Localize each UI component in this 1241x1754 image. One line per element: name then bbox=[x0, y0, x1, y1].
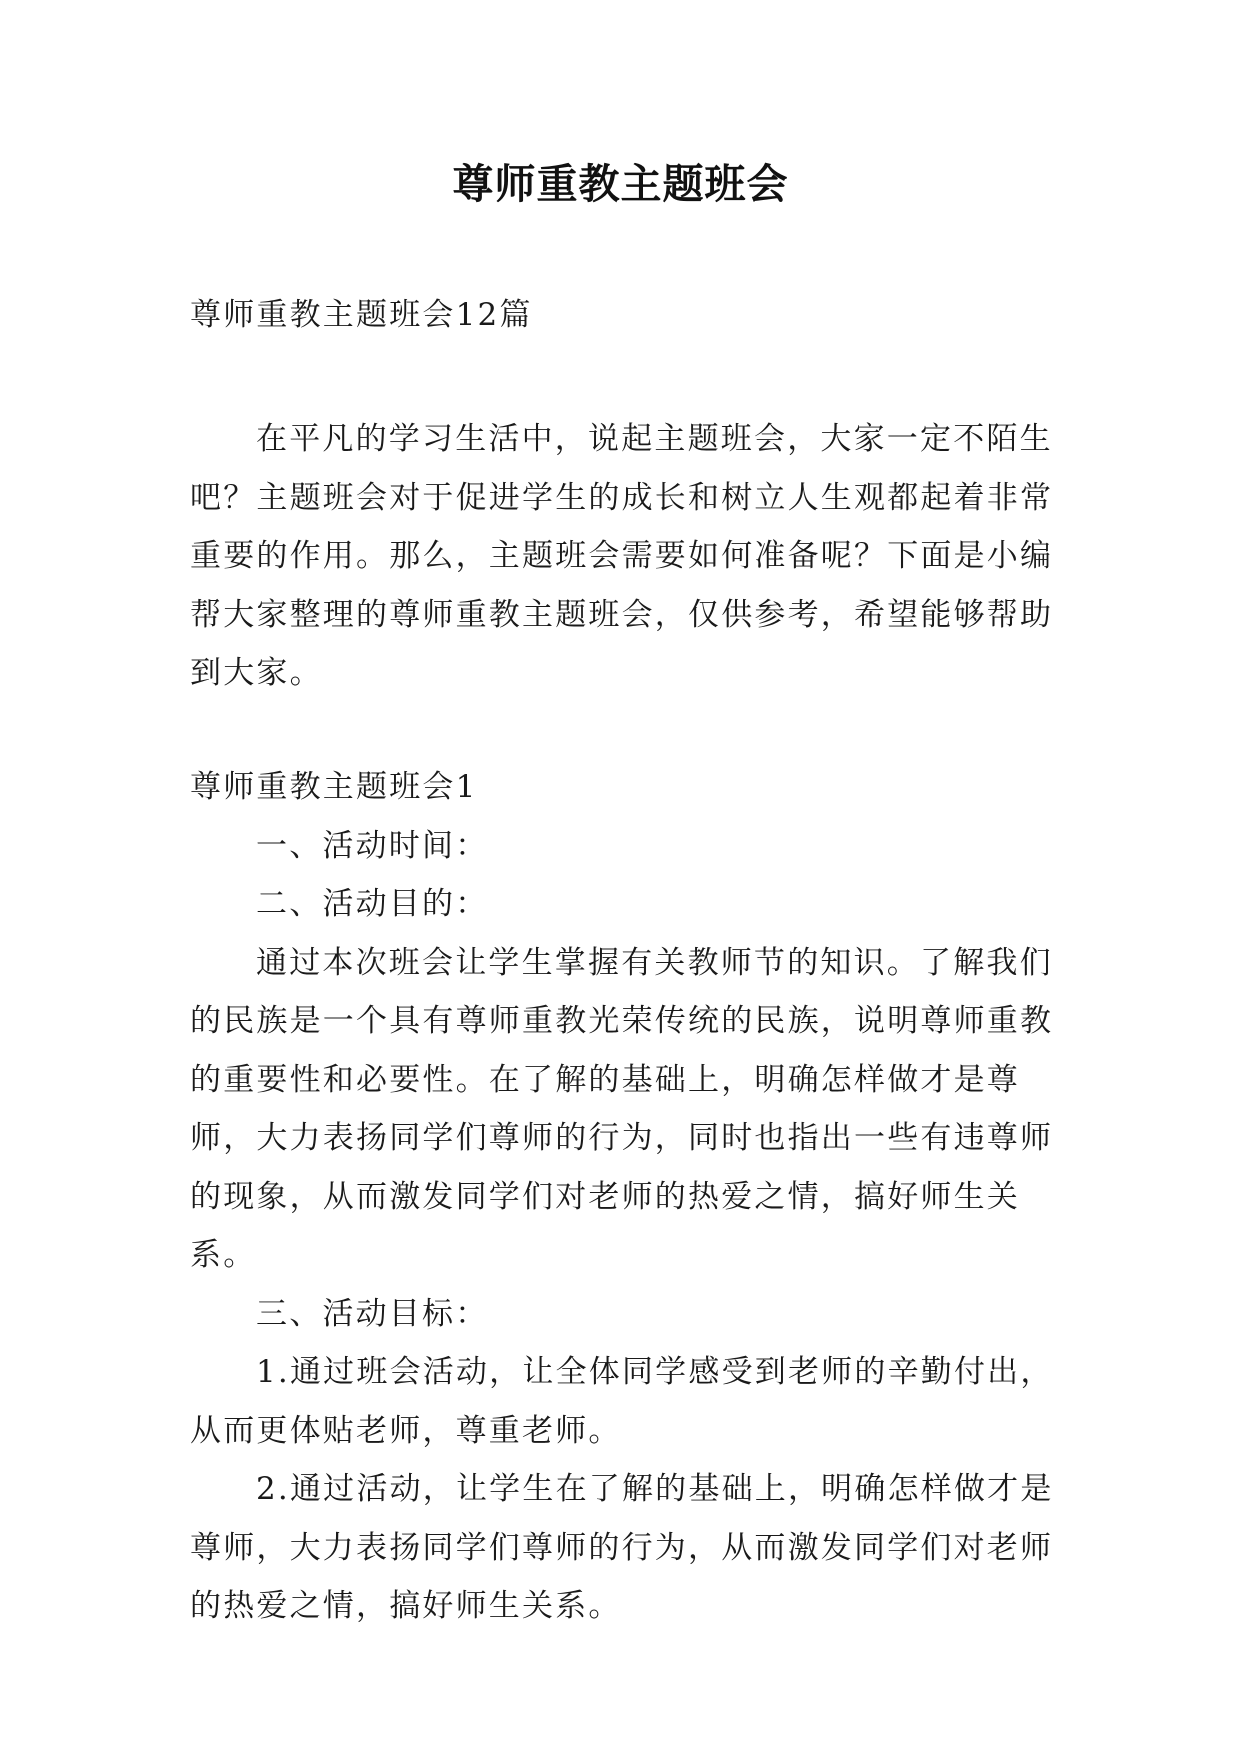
document-title: 尊师重教主题班会 bbox=[452, 160, 789, 208]
activity-purpose-item: 二、活动目的： bbox=[256, 886, 489, 922]
goal-1-paragraph: 1.通过班会活动，让全体同学感受到老师的辛勤付出，从而更体贴老师，尊重老师。 bbox=[190, 1354, 1054, 1449]
section-1 bbox=[190, 758, 1060, 1636]
purpose-paragraph: 通过本次班会让学生掌握有关教师节的知识。了解我们的民族是一个具有尊师重教光荣传统的民族，说明尊师重教的重要性和必要性。在了解的基础上，明确怎样做才是尊师，大力表扬同学们尊师的行为，同时也指出一些有违尊师的现象，从而激发同学们对老师的热爱之情，搞好师生关系。 bbox=[190, 944, 1054, 1273]
activity-goal-item: 三、活动目标： bbox=[256, 1295, 489, 1332]
activity-time-item: 一、活动时间： bbox=[256, 827, 489, 864]
document-subtitle: 尊师重教主题班会12篇 bbox=[190, 297, 533, 333]
goal-2-paragraph: 2.通过活动，让学生在了解的基础上，明确怎样做才是尊师，大力表扬同学们尊师的行为，从而激发同学们对老师的热爱之情，搞好师生关系。 bbox=[190, 1471, 1054, 1624]
intro-paragraph: 在平凡的学习生活中，说起主题班会，大家一定不陌生吧？主题班会对于促进学生的成长和树立人生观都起着非常重要的作用。那么，主题班会需要如何准备呢？下面是小编帮大家整理的尊师重教主题班会，仅供参考，希望能够帮助到大家。 bbox=[190, 421, 1054, 691]
section-heading: 尊师重教主题班会1 bbox=[190, 769, 478, 805]
